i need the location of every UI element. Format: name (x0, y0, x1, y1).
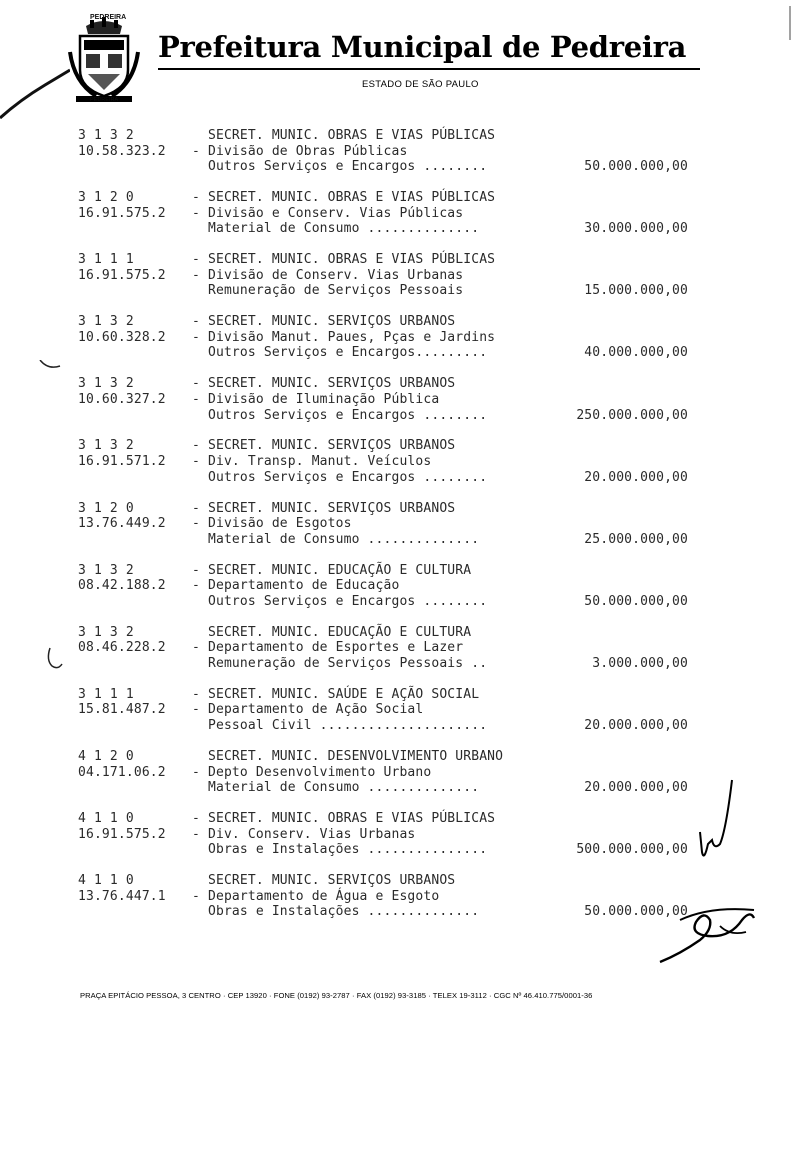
entry-line (78, 656, 718, 672)
entry-secretariat: SECRET. MUNIC. OBRAS E VIAS PÚBLICAS (208, 190, 496, 206)
entry-code-element: 3 1 2 0 (78, 190, 134, 206)
entry-line (78, 376, 718, 392)
entry-line (78, 516, 718, 532)
entry-dash: - (192, 516, 200, 532)
entry-amount: 3.000.000,00 (592, 655, 688, 671)
entry-line (78, 625, 718, 641)
entry-line (78, 314, 718, 330)
entry-line (78, 827, 718, 843)
entry-expense-item: Outros Serviços e Encargos ........ (208, 159, 488, 175)
entry-line (78, 330, 718, 346)
entry-dash: - (192, 500, 200, 516)
entry-secretariat: SECRET. MUNIC. SERVIÇOS URBANOS (208, 314, 456, 330)
entry-line (78, 811, 718, 827)
entry-line (78, 765, 718, 781)
entry-expense-item: Obras e Instalações ............... (208, 842, 488, 858)
entry-expense-item: Remuneração de Serviços Pessoais (208, 283, 464, 299)
entry-secretariat: SECRET. MUNIC. SAÚDE E AÇÃO SOCIAL (208, 686, 480, 702)
entry-line (78, 408, 718, 424)
entry-line (78, 501, 718, 517)
entry-expense-item: Material de Consumo .............. (208, 780, 480, 796)
entry-amount: 20.000.000,00 (584, 469, 688, 485)
entry-division: Departamento de Esportes e Lazer (208, 640, 464, 656)
entry-dash: - (192, 314, 200, 330)
scan-corner-mark (0, 0, 70, 140)
entry-line (78, 144, 718, 160)
entry-secretariat: SECRET. MUNIC. DESENVOLVIMENTO URBANO (208, 748, 504, 764)
budget-entry (78, 128, 718, 190)
entry-expense-item: Pessoal Civil ..................... (208, 718, 488, 734)
punch-hole-marks (36, 360, 66, 680)
entry-secretariat: SECRET. MUNIC. OBRAS E VIAS PÚBLICAS (208, 252, 496, 268)
entry-dash: - (192, 702, 200, 718)
entry-line (78, 780, 718, 796)
entry-code-program: 15.81.487.2 (78, 702, 166, 718)
budget-entry (78, 811, 718, 873)
budget-entry (78, 252, 718, 314)
entry-division: Divisão de Conserv. Vias Urbanas (208, 267, 464, 283)
entry-amount: 50.000.000,00 (584, 159, 688, 175)
entry-line (78, 594, 718, 610)
entry-line (78, 438, 718, 454)
entry-secretariat: SECRET. MUNIC. OBRAS E VIAS PÚBLICAS (208, 128, 496, 143)
budget-entry (78, 687, 718, 749)
budget-entry (78, 376, 718, 438)
entry-amount: 25.000.000,00 (584, 531, 688, 547)
entry-code-element: 4 1 2 0 (78, 748, 134, 764)
entry-division: Departamento de Educação (208, 578, 400, 594)
entry-secretariat: SECRET. MUNIC. SERVIÇOS URBANOS (208, 376, 456, 392)
entry-line (78, 578, 718, 594)
entry-amount: 30.000.000,00 (584, 221, 688, 237)
entry-code-element: 3 1 3 2 (78, 376, 134, 392)
entry-amount: 20.000.000,00 (584, 780, 688, 796)
entry-secretariat: SECRET. MUNIC. SERVIÇOS URBANOS (208, 873, 456, 889)
entry-division: Departamento de Ação Social (208, 702, 424, 718)
entry-dash: - (192, 454, 200, 470)
entry-code-program: 10.60.328.2 (78, 329, 166, 345)
entry-code-program: 16.91.575.2 (78, 205, 166, 221)
entry-amount: 250.000.000,00 (576, 407, 688, 423)
document-title: Prefeitura Municipal de Pedreira (158, 30, 687, 64)
entry-code-element: 3 1 3 2 (78, 624, 134, 640)
budget-entry (78, 873, 718, 935)
entry-division: Divisão Manut. Paues, Pças e Jardins (208, 329, 496, 345)
entry-line (78, 640, 718, 656)
entry-code-program: 16.91.571.2 (78, 454, 166, 470)
header-rule (158, 68, 700, 70)
entry-line (78, 532, 718, 548)
entry-secretariat: SECRET. MUNIC. SERVIÇOS URBANOS (208, 500, 456, 516)
budget-entry (78, 438, 718, 500)
entry-code-program: 04.171.06.2 (78, 764, 166, 780)
entry-expense-item: Outros Serviços e Encargos......... (208, 345, 488, 361)
budget-entries-list (78, 128, 718, 935)
entry-amount: 50.000.000,00 (584, 904, 688, 920)
entry-line (78, 889, 718, 905)
entry-secretariat: SECRET. MUNIC. EDUCAÇÃO E CULTURA (208, 624, 472, 640)
entry-division: Div. Transp. Manut. Veículos (208, 454, 432, 470)
entry-secretariat: SECRET. MUNIC. SERVIÇOS URBANOS (208, 438, 456, 454)
entry-secretariat: SECRET. MUNIC. OBRAS E VIAS PÚBLICAS (208, 811, 496, 827)
budget-entry (78, 501, 718, 563)
state-subtitle: ESTADO DE SÃO PAULO (362, 79, 479, 90)
entry-line (78, 283, 718, 299)
entry-line (78, 392, 718, 408)
entry-dash: - (192, 391, 200, 407)
entry-line (78, 128, 718, 144)
entry-code-program: 08.46.228.2 (78, 640, 166, 656)
entry-code-program: 13.76.449.2 (78, 516, 166, 532)
entry-line (78, 206, 718, 222)
entry-division: Div. Conserv. Vias Urbanas (208, 826, 416, 842)
entry-dash: - (192, 578, 200, 594)
entry-dash: - (192, 686, 200, 702)
entry-line (78, 268, 718, 284)
entry-line (78, 702, 718, 718)
entry-expense-item: Outros Serviços e Encargos ........ (208, 469, 488, 485)
entry-code-program: 13.76.447.1 (78, 888, 166, 904)
entry-division: Divisão de Obras Públicas (208, 143, 408, 159)
entry-dash: - (192, 562, 200, 578)
entry-line (78, 687, 718, 703)
entry-expense-item: Outros Serviços e Encargos ........ (208, 407, 488, 423)
entry-division: Depto Desenvolvimento Urbano (208, 764, 432, 780)
entry-code-element: 3 1 3 2 (78, 128, 134, 143)
entry-expense-item: Outros Serviços e Encargos ........ (208, 593, 488, 609)
entry-dash: - (192, 205, 200, 221)
entry-line (78, 159, 718, 175)
entry-amount: 20.000.000,00 (584, 718, 688, 734)
entry-dash: - (192, 888, 200, 904)
entry-dash: - (192, 826, 200, 842)
entry-amount: 15.000.000,00 (584, 283, 688, 299)
entry-amount: 50.000.000,00 (584, 593, 688, 609)
entry-code-element: 3 1 3 2 (78, 314, 134, 330)
entry-dash: - (192, 438, 200, 454)
entry-line (78, 563, 718, 579)
entry-line (78, 190, 718, 206)
entry-amount: 500.000.000,00 (576, 842, 688, 858)
entry-line (78, 749, 718, 765)
entry-dash: - (192, 267, 200, 283)
entry-division: Divisão e Conserv. Vias Públicas (208, 205, 464, 221)
entry-dash: - (192, 190, 200, 206)
entry-dash: - (192, 764, 200, 780)
entry-expense-item: Remuneração de Serviços Pessoais .. (208, 655, 488, 671)
entry-dash: - (192, 329, 200, 345)
entry-line (78, 470, 718, 486)
entry-division: Divisão de Esgotos (208, 516, 352, 532)
entry-line (78, 904, 718, 920)
entry-line (78, 718, 718, 734)
entry-code-element: 4 1 1 0 (78, 811, 134, 827)
entry-line (78, 873, 718, 889)
budget-entry (78, 314, 718, 376)
entry-secretariat: SECRET. MUNIC. EDUCAÇÃO E CULTURA (208, 562, 472, 578)
entry-expense-item: Obras e Instalações .............. (208, 904, 480, 920)
budget-entry (78, 190, 718, 252)
budget-entry (78, 749, 718, 811)
footer-address: PRAÇA EPITÁCIO PESSOA, 3 CENTRO · CEP 13920 · FONE (0192) 93-2787 · FAX (0192) 93-3185 · TELEX 19-3112 · CGC Nº 46.410.775/0001-36 (80, 991, 593, 1000)
entry-division: Divisão de Iluminação Pública (208, 391, 440, 407)
entry-code-element: 3 1 3 2 (78, 438, 134, 454)
crest-top-text: PEDREIRA (90, 14, 127, 21)
entry-line (78, 454, 718, 470)
entry-dash: - (192, 376, 200, 392)
entry-dash: - (192, 143, 200, 159)
entry-dash: - (192, 252, 200, 268)
scan-edge-mark (786, 6, 796, 40)
entry-code-element: 3 1 1 1 (78, 252, 134, 268)
entry-amount: 40.000.000,00 (584, 345, 688, 361)
entry-code-program: 16.91.575.2 (78, 826, 166, 842)
entry-line (78, 345, 718, 361)
entry-code-element: 3 1 3 2 (78, 562, 134, 578)
entry-line (78, 842, 718, 858)
entry-code-program: 08.42.188.2 (78, 578, 166, 594)
entry-dash: - (192, 811, 200, 827)
entry-expense-item: Material de Consumo .............. (208, 221, 480, 237)
entry-code-program: 10.60.327.2 (78, 391, 166, 407)
entry-code-program: 10.58.323.2 (78, 143, 166, 159)
budget-entry (78, 563, 718, 625)
entry-code-element: 4 1 1 0 (78, 873, 134, 889)
entry-line (78, 221, 718, 237)
entry-code-program: 16.91.575.2 (78, 267, 166, 283)
entry-division: Departamento de Água e Esgoto (208, 888, 440, 904)
entry-code-element: 3 1 2 0 (78, 500, 134, 516)
signature-mark-icon (650, 770, 770, 970)
entry-line (78, 252, 718, 268)
budget-entry (78, 625, 718, 687)
entry-expense-item: Material de Consumo .............. (208, 531, 480, 547)
municipal-crest-icon (66, 12, 142, 104)
crest-bottom-text: PEDREIRA (90, 97, 119, 103)
entry-dash: - (192, 640, 200, 656)
entry-code-element: 3 1 1 1 (78, 686, 134, 702)
